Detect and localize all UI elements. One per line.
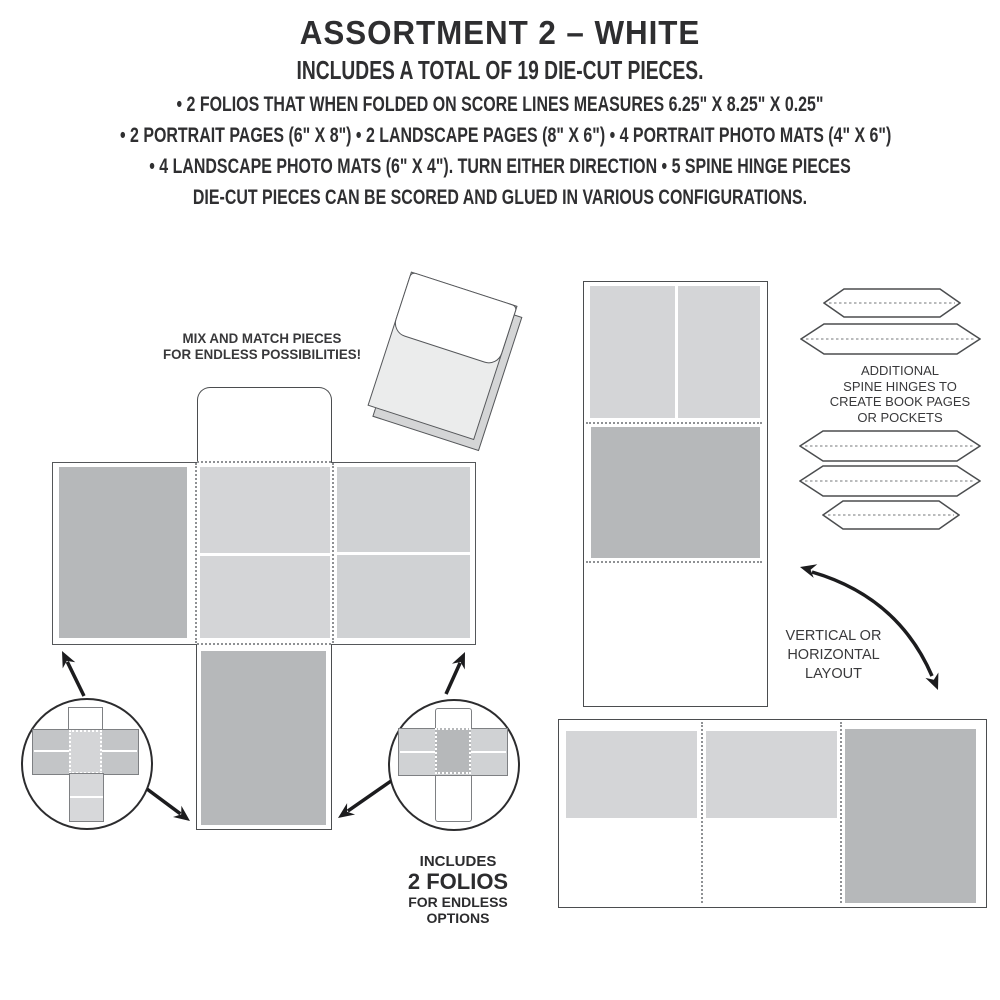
score-line [195,463,197,643]
spine-hinge-large [799,430,981,462]
mini-center-cell [69,730,102,774]
feature-line: • 4 LANDSCAPE PHOTO MATS (6" X 4"). TURN EITHER DIRECTION • 5 SPINE HINGE PIECES [149,155,851,178]
mini-top-tab [68,707,103,731]
down-right-arrow-icon [147,789,190,821]
spine-hinge-large [799,465,981,497]
portrait-mat-panel [678,286,760,418]
score-line [701,722,703,903]
score-line [840,722,842,903]
center-panel-bottom [200,556,330,638]
mix-match-label: MIX AND MATCH PIECES FOR ENDLESS POSSIBILITIES! [162,330,362,362]
score-line [197,461,331,466]
folded-folio-illustration [365,271,524,450]
landscape-mat-panel [566,731,697,818]
feature-line: • 2 PORTRAIT PAGES (6" X 8") • 2 LANDSCAPE PAGES (8" X 6") • 4 PORTRAIT PHOTO MATS (4" X 6") [120,124,892,147]
detail-circle-left [21,698,153,830]
portrait-page-panel [59,467,187,638]
orientation-note: VERTICAL OR HORIZONTAL LAYOUT [785,628,882,682]
feature-line: DIE-CUT PIECES CAN BE SCORED AND GLUED IN VARIOUS CONFIGURATIONS. [192,186,808,209]
horizontal-layout-diagram [558,719,987,908]
landscape-mat-panel-bottom [337,555,470,638]
score-line [586,561,762,563]
mini-divider [70,796,103,798]
landscape-mat-panel-top [337,467,470,552]
score-line [197,643,331,648]
vertical-layout-diagram [583,281,768,707]
down-left-arrow-icon [338,781,391,818]
portrait-mat-panel [590,286,675,418]
bottom-flap-panel [201,651,326,825]
spine-hinge-large [800,323,981,355]
feature-line: • 2 FOLIOS THAT WHEN FOLDED ON SCORE LINES MEASURES 6.25" X 8.25" X 0.25" [176,93,824,116]
score-line [332,463,334,643]
mini-center-cell [435,728,471,774]
detail-circle-right [388,699,520,831]
page-title: ASSORTMENT 2 – WHITE [299,14,701,51]
includes-note: INCLUDES 2 FOLIOS FOR ENDLESS OPTIONS [407,853,509,926]
up-left-arrow-icon [62,651,84,696]
portrait-page-panel [845,729,976,903]
score-line [586,422,762,424]
up-right-arrow-icon [446,652,465,694]
spine-hinge-note: ADDITIONAL SPINE HINGES TO CREATE BOOK PAGES OR POCKETS [829,363,971,425]
folio-top-flap [197,387,332,464]
landscape-page-panel [591,427,760,558]
landscape-mat-panel [706,731,837,818]
subtitle: INCLUDES A TOTAL OF 19 DIE-CUT PIECES. [296,55,704,85]
header [0,0,1000,210]
spine-hinge-small [823,288,961,318]
center-panel-top [200,467,330,553]
spine-hinge-small [822,500,960,530]
